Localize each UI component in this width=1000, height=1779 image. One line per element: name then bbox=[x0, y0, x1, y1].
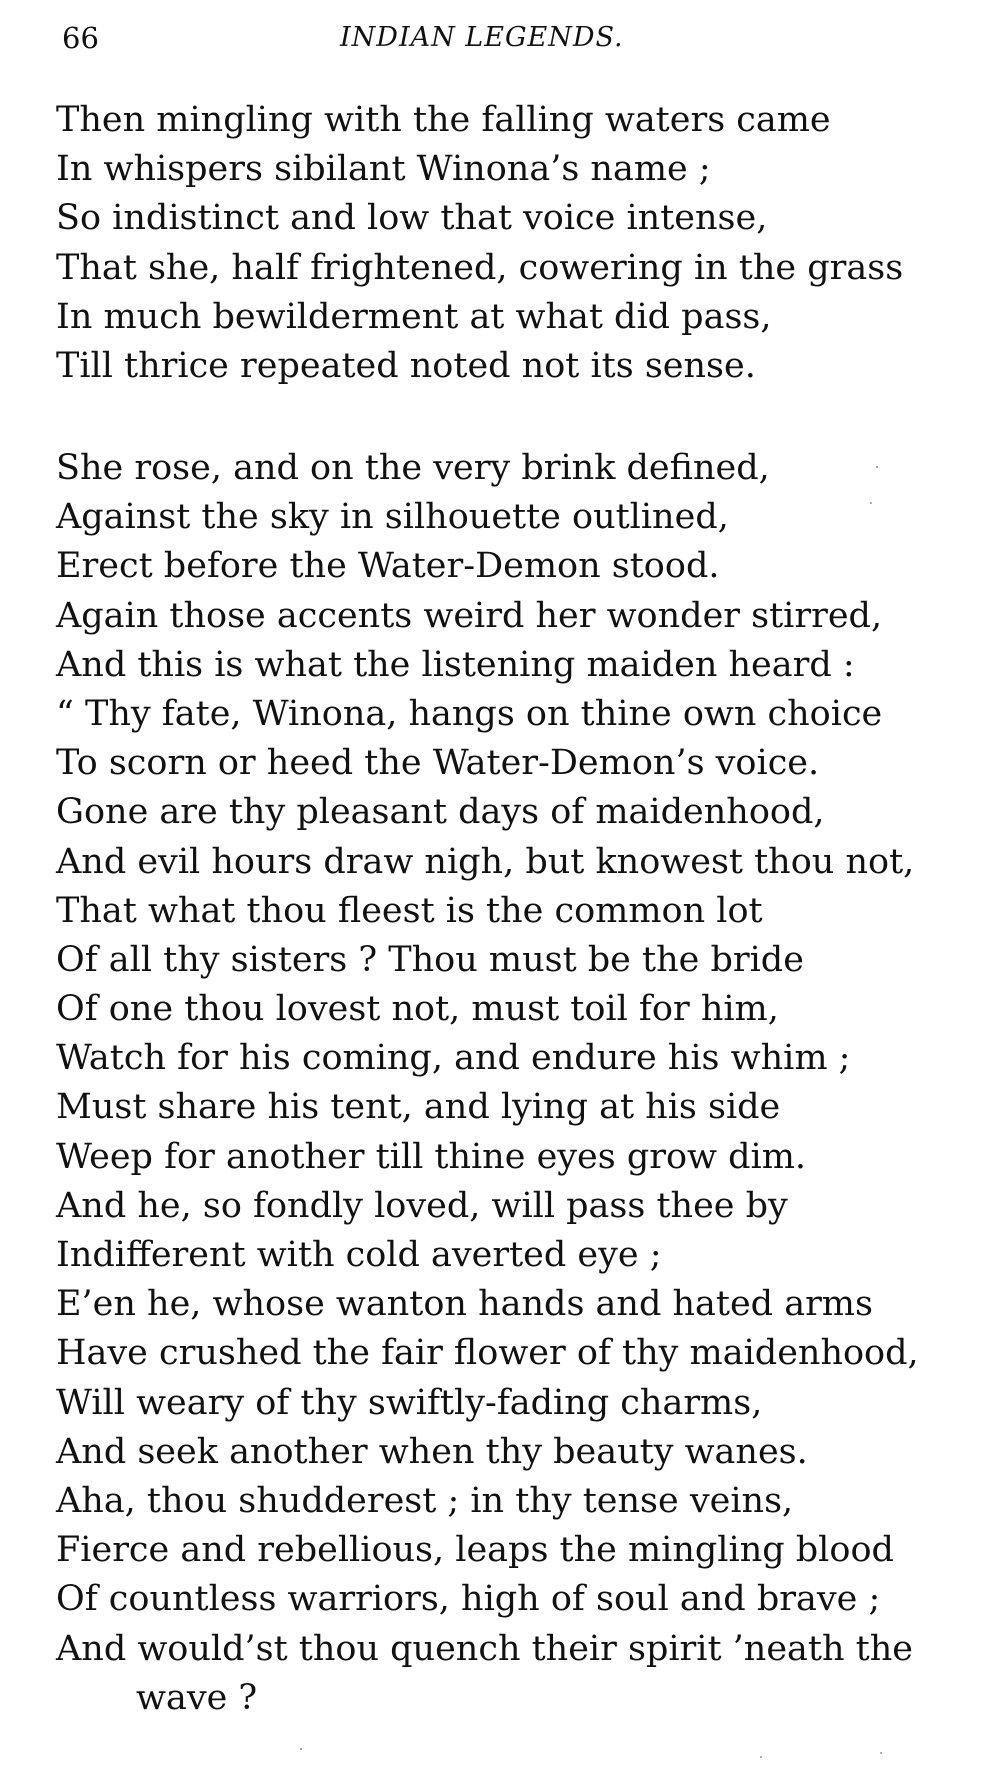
poem-line: Fierce and rebellious, leaps the mingling blood bbox=[56, 1530, 894, 1571]
poem-line: Watch for his coming, and endure his whim ; bbox=[56, 1038, 851, 1079]
running-head bbox=[60, 18, 940, 58]
poem-line: And seek another when thy beauty wanes. bbox=[56, 1431, 808, 1472]
poem-line: In whispers sibilant Winona’s name ; bbox=[56, 149, 711, 190]
poem-line: Then mingling with the falling waters came bbox=[56, 100, 831, 140]
poem-line: Till thrice repeated noted not its sense. bbox=[56, 345, 756, 386]
print-speck bbox=[870, 502, 872, 504]
poem-line: Gone are thy pleasant days of maidenhood, bbox=[56, 792, 825, 833]
running-title: INDIAN LEGENDS. bbox=[340, 22, 624, 53]
poem-line: Aha, thou shudderest ; in thy tense veins, bbox=[56, 1480, 794, 1521]
stanza-2 bbox=[56, 444, 956, 1723]
poem-line: E’en he, whose wanton hands and hated arms bbox=[56, 1284, 873, 1325]
poem-line: Have crushed the fair flower of thy maidenhood, bbox=[56, 1333, 919, 1374]
poem-line: In much bewilderment at what did pass, bbox=[56, 296, 772, 337]
poem-line: Of countless warriors, high of soul and brave ; bbox=[56, 1579, 881, 1620]
poem-line-continuation: wave ? bbox=[136, 1677, 258, 1718]
poem-line: Again those accents weird her wonder stirred, bbox=[56, 595, 883, 636]
poem-line: Of all thy sisters ? Thou must be the bride bbox=[56, 939, 804, 980]
poem-line: Of one thou lovest not, must toil for him, bbox=[56, 989, 779, 1030]
poem-line: So indistinct and low that voice intense, bbox=[56, 198, 768, 239]
poem-line: Erect before the Water-Demon stood. bbox=[56, 546, 720, 587]
poem-line: Will weary of thy swiftly-fading charms, bbox=[56, 1382, 763, 1423]
poem-line: To scorn or heed the Water-Demon’s voice. bbox=[56, 743, 820, 784]
print-speck bbox=[300, 1748, 302, 1750]
poem-line: And would’st thou quench their spirit ’neath the bbox=[56, 1628, 913, 1669]
poem-line: That what thou fleest is the common lot bbox=[56, 890, 763, 931]
poem-line: Indifferent with cold averted eye ; bbox=[56, 1235, 662, 1275]
poem-line: Must share his tent, and lying at his side bbox=[56, 1087, 781, 1128]
poem-line: And he, so fondly loved, will pass thee by bbox=[56, 1185, 788, 1226]
stanza-1 bbox=[56, 96, 956, 391]
page-number: 66 bbox=[62, 21, 99, 55]
poem-line: She rose, and on the very brink defined, bbox=[56, 448, 770, 488]
poem-line: “ Thy fate, Winona, hangs on thine own choice bbox=[56, 693, 883, 734]
poem-line: Against the sky in silhouette outlined, bbox=[56, 497, 729, 538]
print-speck bbox=[880, 1752, 882, 1754]
poem-line: Weep for another till thine eyes grow dim. bbox=[56, 1136, 807, 1177]
poem-line: And this is what the listening maiden heard : bbox=[56, 644, 855, 685]
print-speck bbox=[760, 1756, 762, 1758]
print-speck bbox=[876, 466, 878, 468]
poem-line: And evil hours draw nigh, but knowest thou not, bbox=[56, 841, 915, 882]
poem-line: That she, half frightened, cowering in the grass bbox=[56, 247, 904, 288]
